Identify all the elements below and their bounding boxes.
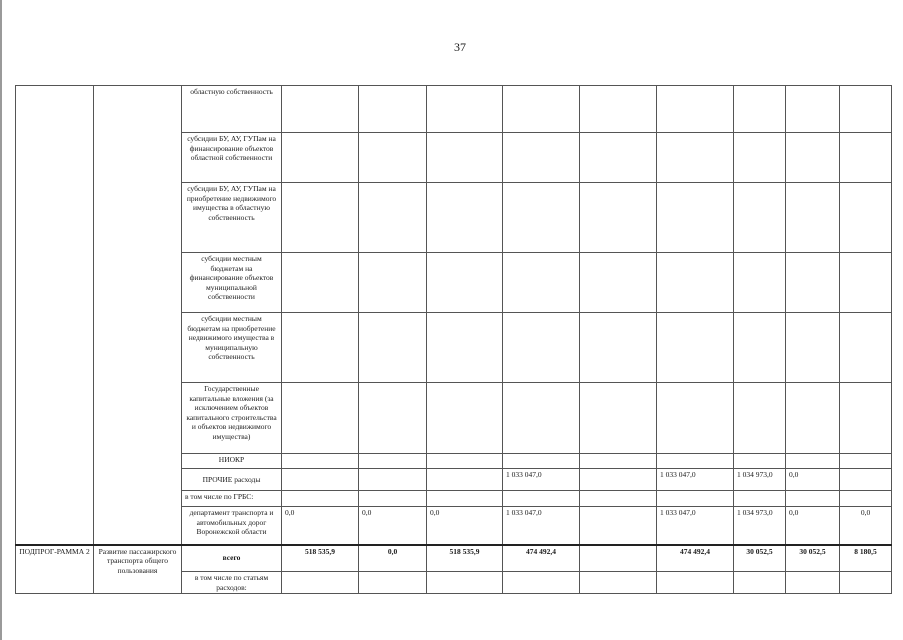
value-cell: 1 033 047,0: [503, 507, 580, 545]
total-value: 30 052,5: [786, 545, 840, 572]
total-value: 474 492,4: [657, 545, 734, 572]
value-cell: 1 033 047,0: [503, 469, 580, 491]
value-cell: 0,0: [786, 469, 840, 491]
row-description: Государственные капитальные вложения (за исключением объектов капитального строительства и объектов недвижимого имущества): [182, 383, 282, 454]
value-cell: 0,0: [786, 507, 840, 545]
row-description: в том числе по ГРБС:: [182, 491, 282, 507]
subprogram-name: Развитие пассажирского транспорта общего пользования: [94, 545, 182, 594]
total-value: 30 052,5: [734, 545, 786, 572]
table-row: [16, 86, 892, 133]
row-description: департамент транспорта и автомобильных дорог Воронежской области: [182, 507, 282, 545]
value-cell: 0,0: [427, 507, 503, 545]
row-description: субсидии местным бюджетам на приобретение недвижимого имущества в муниципальную собственность: [182, 313, 282, 383]
value-cell: 1 033 047,0: [657, 469, 734, 491]
subprogram-status: ПОДПРОГ-РАММА 2: [16, 545, 94, 594]
value-cell: 0,0: [359, 507, 427, 545]
value-cell: 0,0: [282, 507, 359, 545]
row-description: субсидии местным бюджетам на финансирование объектов муниципальной собственности: [182, 253, 282, 313]
value-cell: 0,0: [840, 507, 892, 545]
total-value: 518 535,9: [427, 545, 503, 572]
page-number: 37: [454, 40, 466, 54]
row-description: НИОКР: [182, 454, 282, 469]
name-cell-empty: [94, 86, 182, 545]
value-cell: 1 034 973,0: [734, 469, 786, 491]
row-description: субсидии БУ, АУ, ГУПам на финансирование объектов областной собственности: [182, 133, 282, 183]
budget-table: [15, 85, 892, 594]
page-edge-line: [0, 0, 2, 640]
total-label: всего: [182, 545, 282, 572]
value-cell: 1 034 973,0: [734, 507, 786, 545]
table-row: [16, 545, 892, 572]
total-value: 474 492,4: [503, 545, 580, 572]
total-value: 0,0: [359, 545, 427, 572]
row-description: ПРОЧИЕ расходы: [182, 469, 282, 491]
status-cell-empty: [16, 86, 94, 545]
total-value: 8 180,5: [840, 545, 892, 572]
total-value: 518 535,9: [282, 545, 359, 572]
row-description: областную собственность: [182, 86, 282, 133]
breakdown-label: в том числе по статьям расходов:: [182, 572, 282, 594]
row-description: субсидии БУ, АУ, ГУПам на приобретение недвижимого имущества в областную собственность: [182, 183, 282, 253]
value-cell: 1 033 047,0: [657, 507, 734, 545]
